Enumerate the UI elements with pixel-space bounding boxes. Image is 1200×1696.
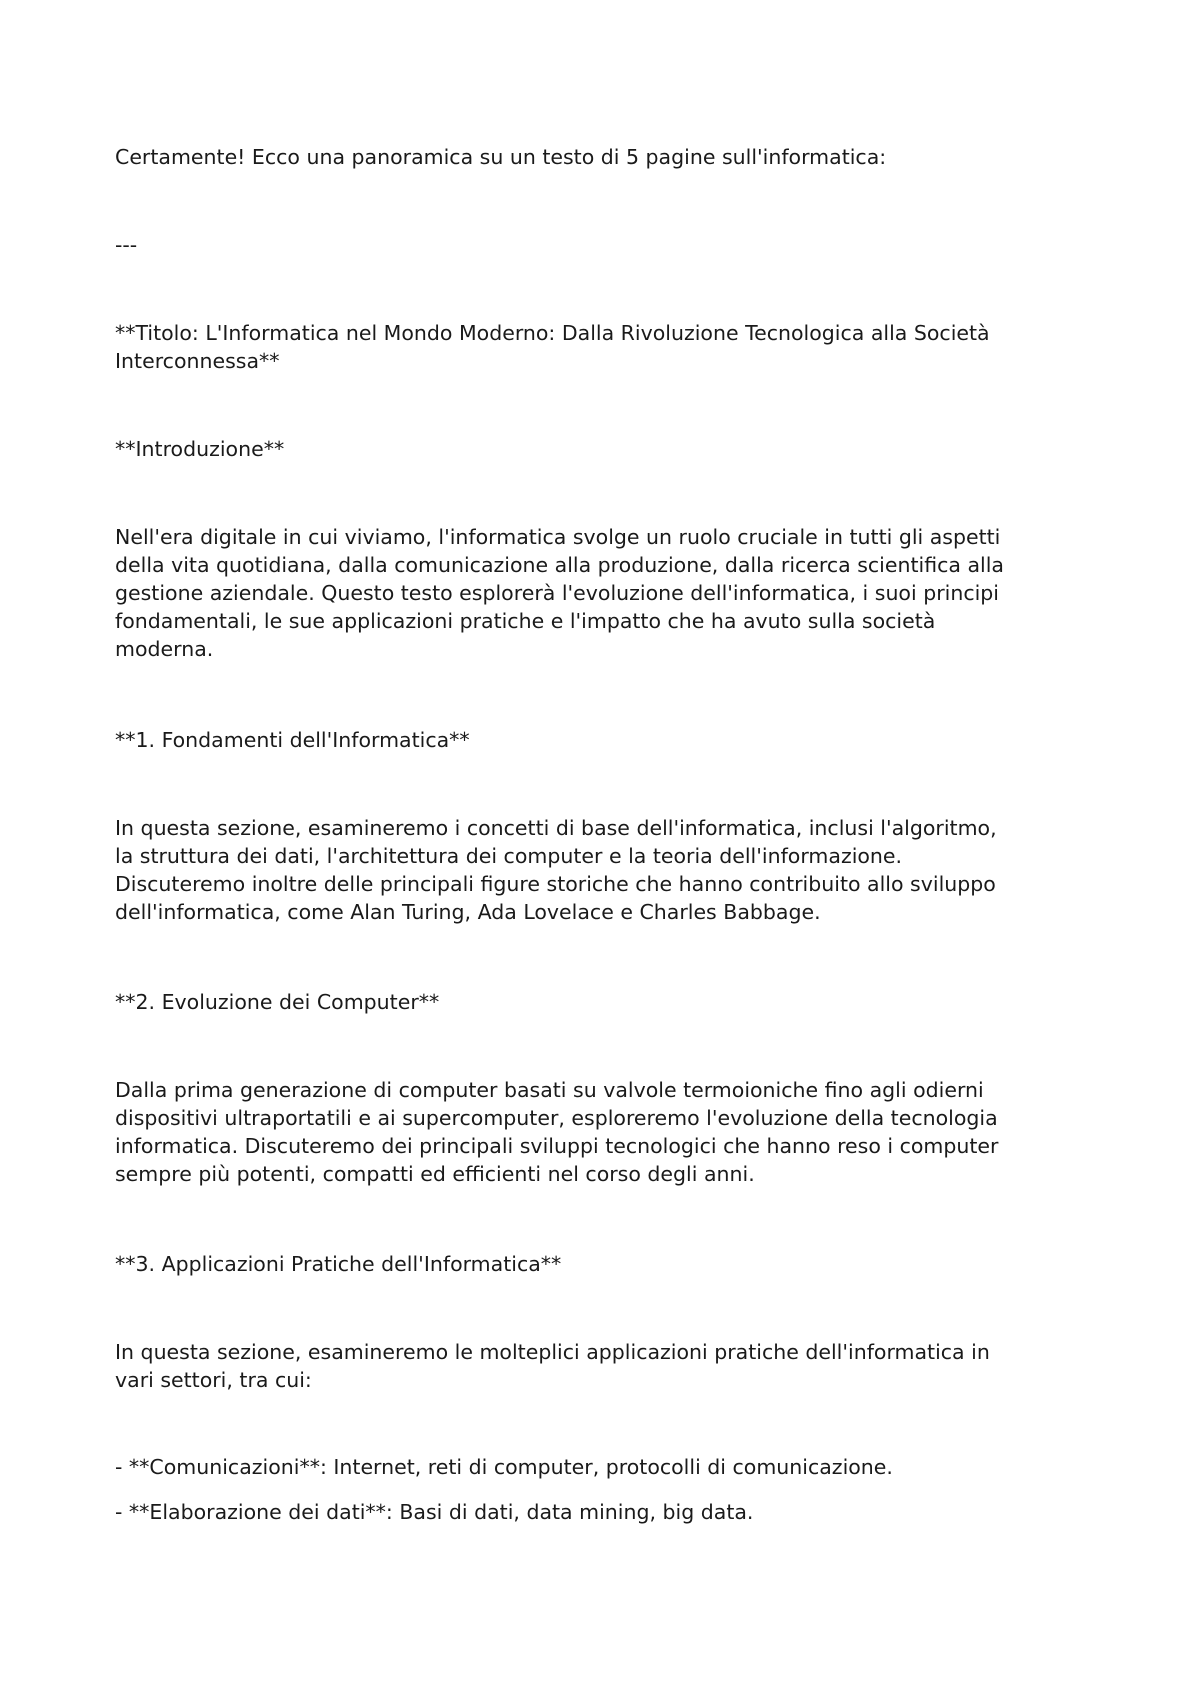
paragraph-line: informatica. Discuteremo dei principali sviluppi tecnologici che hanno reso i computer bbox=[115, 1134, 999, 1158]
paragraph-line: dell'informatica, come Alan Turing, Ada Lovelace e Charles Babbage. bbox=[115, 900, 821, 924]
paragraph-line: fondamentali, le sue applicazioni pratiche e l'impatto che ha avuto sulla società bbox=[115, 609, 936, 633]
paragraph-line: Discuteremo inoltre delle principali figure storiche che hanno contribuito allo sviluppo bbox=[115, 872, 996, 896]
section3-heading: **3. Applicazioni Pratiche dell'Informatica** bbox=[115, 1252, 562, 1276]
title-line: Interconnessa** bbox=[115, 349, 280, 373]
section1-paragraph bbox=[115, 814, 1095, 926]
paragraph-line: la struttura dei dati, l'architettura dei computer e la teoria dell'informazione. bbox=[115, 844, 903, 868]
paragraph-line: In questa sezione, esamineremo le molteplici applicazioni pratiche dell'informatica in bbox=[115, 1340, 990, 1364]
paragraph-line: In questa sezione, esamineremo i concetti di base dell'informatica, inclusi l'algoritmo, bbox=[115, 816, 997, 840]
intro-paragraph bbox=[115, 523, 1095, 663]
intro-heading: **Introduzione** bbox=[115, 437, 285, 461]
paragraph-line: sempre più potenti, compatti ed efficienti nel corso degli anni. bbox=[115, 1162, 755, 1186]
section2-paragraph bbox=[115, 1076, 1095, 1188]
intro-line: Certamente! Ecco una panoramica su un testo di 5 pagine sull'informatica: bbox=[115, 145, 887, 169]
separator: --- bbox=[115, 233, 138, 257]
paragraph-line: dispositivi ultraportatili e ai supercomputer, esploreremo l'evoluzione della tecnologia bbox=[115, 1106, 998, 1130]
paragraph-line: moderna. bbox=[115, 637, 214, 661]
paragraph-line: della vita quotidiana, dalla comunicazione alla produzione, dalla ricerca scientifica alla bbox=[115, 553, 1004, 577]
document-title bbox=[115, 319, 1095, 375]
list-item: - **Comunicazioni**: Internet, reti di computer, protocolli di comunicazione. bbox=[115, 1455, 893, 1479]
section1-heading: **1. Fondamenti dell'Informatica** bbox=[115, 728, 470, 752]
paragraph-line: vari settori, tra cui: bbox=[115, 1368, 312, 1392]
paragraph-line: gestione aziendale. Questo testo esplorerà l'evoluzione dell'informatica, i suoi principi bbox=[115, 581, 999, 605]
paragraph-line: Dalla prima generazione di computer basati su valvole termoioniche fino agli odierni bbox=[115, 1078, 984, 1102]
title-line: **Titolo: L'Informatica nel Mondo Moderno: Dalla Rivoluzione Tecnologica alla Società bbox=[115, 321, 990, 345]
section2-heading: **2. Evoluzione dei Computer** bbox=[115, 990, 440, 1014]
section3-paragraph bbox=[115, 1338, 1095, 1394]
list-item: - **Elaborazione dei dati**: Basi di dati, data mining, big data. bbox=[115, 1500, 754, 1524]
paragraph-line: Nell'era digitale in cui viviamo, l'informatica svolge un ruolo cruciale in tutti gli aspetti bbox=[115, 525, 1001, 549]
